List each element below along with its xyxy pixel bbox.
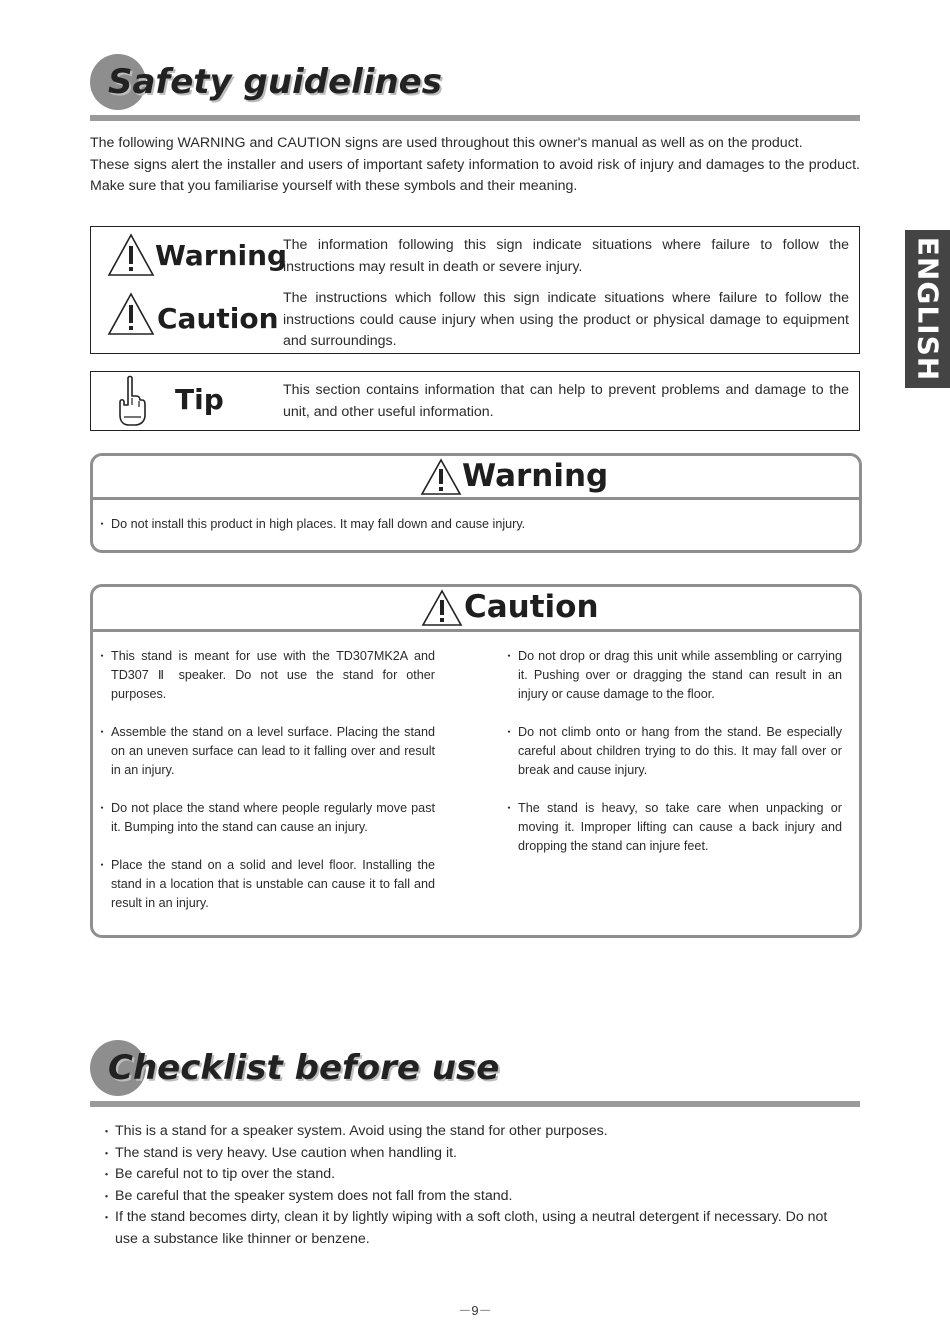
list-item: ・ Do not drop or drag this unit while assembling or carrying it. Pushing over or dragging the stand can result in an injury or cause damage to the floor. (508, 647, 842, 704)
list-item: ・ Do not climb onto or hang from the stand. Be especially careful about children trying to do this. It may fall over or break and cause injury. (508, 723, 842, 780)
warning-box-title: Warning (462, 458, 609, 494)
list-item: ・ Do not place the stand where people regularly move past it. Bumping into the stand can cause an injury. (101, 799, 435, 837)
tip-legend (90, 371, 860, 431)
section-header-safety (90, 54, 860, 122)
list-item: ・ Assemble the stand on a level surface. Placing the stand on an uneven surface can lead to it falling over and result in an injury. (101, 723, 435, 780)
safety-intro (90, 133, 860, 198)
section-header-checklist (90, 1040, 860, 1108)
warning-list (101, 515, 841, 534)
caution-box-title: Caution (464, 589, 599, 625)
section-title-checklist: Checklist before use (108, 1048, 500, 1088)
caution-box-header (93, 587, 859, 632)
legend-tip-label: Tip (175, 383, 224, 416)
list-item: ・ Be careful not to tip over the stand. (106, 1164, 846, 1186)
language-tab (905, 230, 950, 388)
language-tab-label: ENGLISH (911, 236, 944, 382)
caution-list-right (508, 647, 842, 856)
warning-caution-legend (90, 226, 860, 354)
warning-box-header (93, 456, 859, 500)
list-item: ・ The stand is very heavy. Use caution when handling it. (106, 1143, 846, 1165)
warning-box (90, 453, 862, 553)
pointing-hand-icon (115, 375, 147, 427)
list-item: ・ The stand is heavy, so take care when unpacking or moving it. Improper lifting can cause a back injury and dropping the stand can injure feet. (508, 799, 842, 856)
list-item: ・ Place the stand on a solid and level floor. Installing the stand in a location that is unstable can cause it to fall and result in an injury. (101, 856, 435, 913)
intro-paragraph-2: These signs alert the installer and users of important safety information to avoid risk of injury and damages to the product. Make sure that you familiarise yourself with these symbols and their meaning. (90, 156, 860, 194)
legend-warning-text: The information following this sign indicate situations where failure to follow the instructions may result in death or severe injury. (283, 237, 849, 275)
caution-list-left (101, 647, 435, 913)
section-title-safety: Safety guidelines (108, 62, 442, 102)
legend-warning-label: Warning (155, 239, 288, 272)
section-rule (90, 115, 860, 121)
list-item: ・ This is a stand for a speaker system. Avoid using the stand for other purposes. (106, 1121, 846, 1143)
legend-tip-text: This section contains information that can help to prevent problems and damage to the unit, and other useful information. (283, 382, 849, 420)
warning-triangle-icon (420, 458, 462, 496)
legend-caution-label: Caution (157, 302, 279, 335)
list-item: ・ If the stand becomes dirty, clean it by lightly wiping with a soft cloth, using a neutral detergent if necessary. Do not use a substance like thinner or benzene. (106, 1207, 846, 1250)
caution-box (90, 584, 862, 938)
list-item: ・ This stand is meant for use with the TD307MK2A and TD307 Ⅱ speaker. Do not use the stand for other purposes. (101, 647, 435, 704)
intro-paragraph-1: The following WARNING and CAUTION signs are used throughout this owner's manual as well as on the product. (90, 135, 803, 151)
warning-triangle-icon (107, 233, 155, 277)
legend-caution-text: The instructions which follow this sign indicate situations where failure to follow the instructions could cause injury when using the product or physical damage to equipment and surroundings. (283, 290, 849, 349)
list-item: ・ Do not install this product in high places. It may fall down and cause injury. (101, 515, 841, 534)
section-rule (90, 1101, 860, 1107)
page-number: －9－ (458, 1303, 492, 1318)
list-item: ・ Be careful that the speaker system does not fall from the stand. (106, 1186, 846, 1208)
caution-triangle-icon (421, 589, 463, 627)
checklist-list (106, 1121, 846, 1250)
caution-triangle-icon (107, 292, 155, 336)
